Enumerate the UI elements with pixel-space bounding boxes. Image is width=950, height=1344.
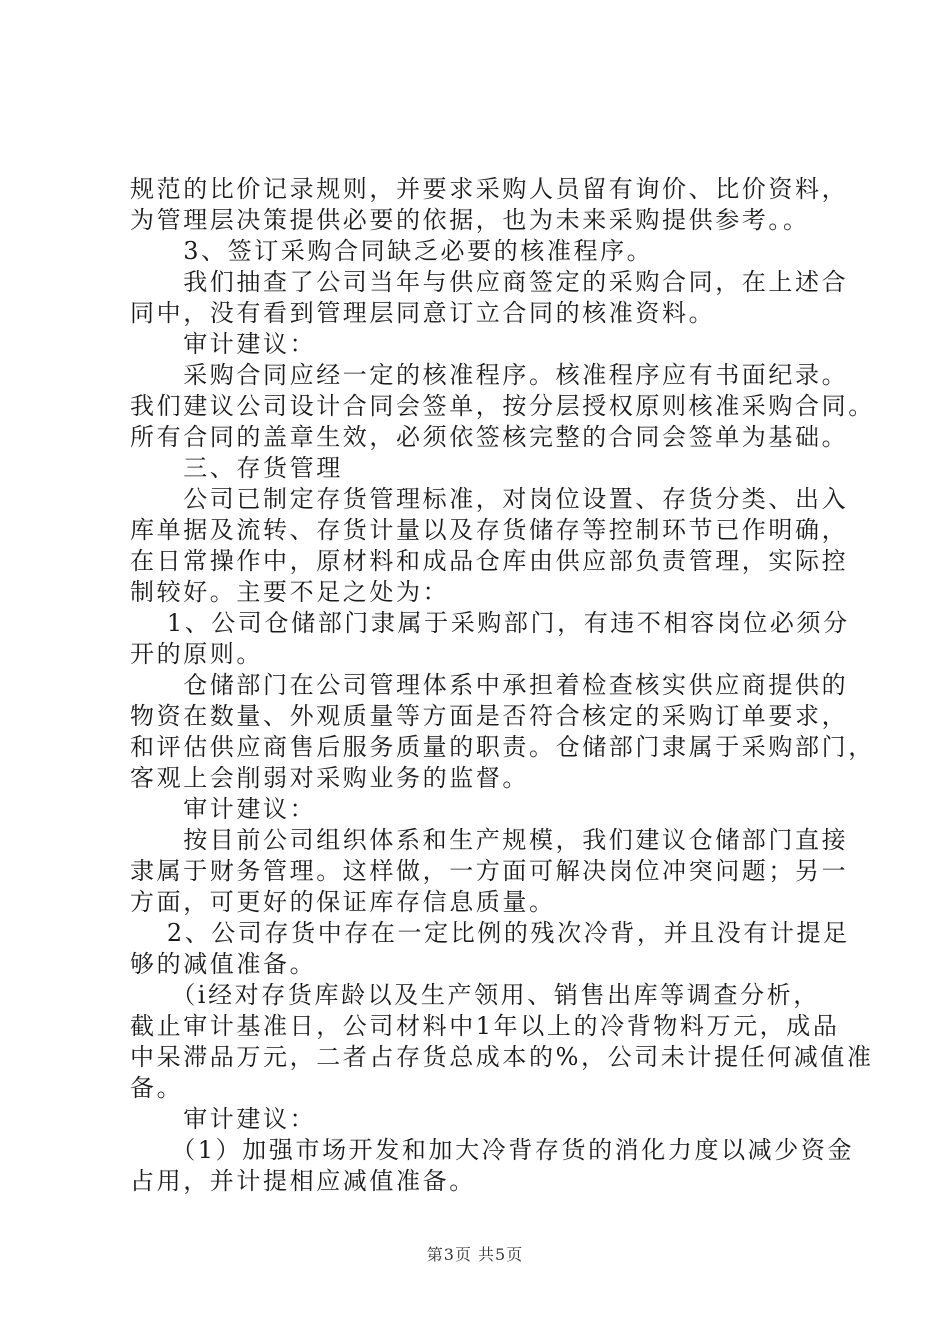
text-line: 方面，可更好的保证库存信息质量。 (130, 888, 556, 916)
subheading-audit-advice: 审计建议： (130, 330, 317, 358)
text-line: 占用，并计提相应减值准备。 (130, 1167, 476, 1195)
section-heading: 2、公司存货中存在一定比例的残次冷背，并且没有计提足 (130, 919, 850, 947)
text-line: 开的原则。 (130, 640, 263, 668)
subheading-audit-advice: 审计建议： (130, 1105, 317, 1133)
text-line: （i经对存货库龄以及生产领用、销售出库等调查分析， (130, 981, 820, 1009)
text-line: （1）加强市场开发和加大冷背存货的消化力度以减少资金 (130, 1136, 855, 1164)
text-line: 隶属于财务管理。这样做，一方面可解决岗位冲突问题；另一 (130, 857, 849, 885)
text-line: 为管理层决策提供必要的依据，也为未来采购提供参考。。 (130, 206, 810, 234)
text-line: 同中，没有看到管理层同意订立合同的核准资料。 (130, 299, 716, 327)
text-line: 我们抽查了公司当年与供应商签定的采购合同，在上述合 (130, 268, 849, 296)
text-line: 和评估供应商售后服务质量的职责。仓储部门隶属于采购部门， (130, 733, 875, 761)
text-line: 客观上会削弱对采购业务的监督。 (130, 764, 529, 792)
text-line: 采购合同应经一定的核准程序。核准程序应有书面纪录。 (130, 361, 849, 389)
text-line: 按目前公司组织体系和生产规模，我们建议仓储部门直接 (130, 826, 849, 854)
text-line: 仓储部门在公司管理体系中承担着检查核实供应商提供的 (130, 671, 849, 699)
text-line: 公司已制定存货管理标准，对岗位设置、存货分类、出入 (130, 485, 849, 513)
section-heading: 1、公司仓储部门隶属于采购部门，有违不相容岗位必须分 (130, 609, 850, 637)
text-line: 所有合同的盖章生效，必须依签核完整的合同会签单为基础。 (130, 423, 849, 451)
text-line: 在日常操作中，原材料和成品仓库由供应部负责管理，实际控 (130, 547, 849, 575)
text-line: 物资在数量、外观质量等方面是否符合核定的采购订单要求， (130, 702, 849, 730)
text-line: 规范的比价记录规则，并要求采购人员留有询价、比价资料， (130, 175, 849, 203)
text-line: 够的减值准备。 (130, 950, 317, 978)
text-line: 制较好。主要不足之处为： (130, 578, 450, 606)
section-heading: 三、存货管理 (130, 454, 343, 482)
text-line: 中呆滞品万元，二者占存货总成本的%，公司未计提任何减值准 (130, 1043, 874, 1071)
text-line: 库单据及流转、存货计量以及存货储存等控制环节已作明确， (130, 516, 849, 544)
document-body (130, 174, 875, 1197)
text-line: 备。 (130, 1074, 184, 1102)
text-line: 截止审计基准日，公司材料中1年以上的冷背物料万元，成品 (130, 1012, 840, 1040)
section-heading: 3、签订采购合同缺乏必要的核准程序。 (130, 237, 654, 265)
page-number-footer: 第3页 共5页 (426, 1245, 524, 1264)
subheading-audit-advice: 审计建议： (130, 795, 317, 823)
text-line: 我们建议公司设计合同会签单，按分层授权原则核准采购合同。 (130, 392, 875, 420)
